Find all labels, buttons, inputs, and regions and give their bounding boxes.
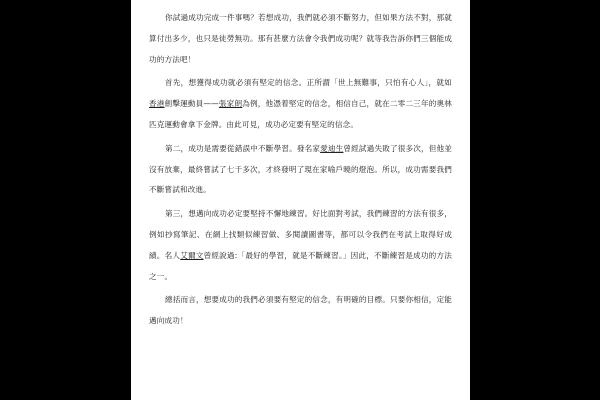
second-point-text-b: 曾經試過失敗了很多次，但他並沒有放棄，最終嘗試了七千多次，才終發明了現在家喻戶曉的燈泡。所以，成功需要我們不斷嘗試和改進。 [149, 143, 453, 195]
paragraph-intro [149, 8, 452, 70]
first-point-text-c: 為例，他憑着堅定的信念，相信自己，就在二零二三年的奧林匹克運動會拿下金牌。由此可見，成功必定要有堅定的信念。 [149, 99, 452, 129]
person-name-alvin: 艾爾文 [180, 250, 204, 260]
person-name-edison: 愛迪生 [320, 143, 344, 153]
document-page [131, 0, 470, 400]
conclusion-text: 總括而言，想要成功的我們必須要有堅定的信念，有明確的目標。只要你相信，定能邁向成功！ [149, 295, 452, 326]
third-point-text-b: 曾經說過:「最好的學習，就是不斷練習。」因此，不斷練習是成功的方法之一。 [149, 250, 452, 281]
person-name-cheung-ka-long: 張家朗 [218, 99, 243, 109]
paragraph-third-point [149, 204, 452, 287]
paragraph-conclusion [149, 290, 452, 332]
first-point-text-a: 首先，想獲得成功就必須有堅定的信念。正所謂「世上無難事，只怕有心人」，就如 [164, 78, 452, 88]
paragraph-first-point [149, 73, 452, 135]
third-point-text-a: 第三，想邁向成功必定要堅持不懈地練習。好比面對考試，我們練習的方法有很多，例如抄寫筆記、在網上找類似練習做、多閱讀圖書等，都可以令我們在考試上取得好成績。名人 [149, 209, 452, 260]
intro-text: 你試過成功完成一件事嗎？若想成功，我們就必須不斷努力，但如果方法不對，那就算付出多少，也只是徒勞無功。那有甚麼方法會令我們成功呢？就等我告訴你們三個能成功的方法吧！ [149, 13, 452, 64]
place-name-hong-kong: 香港 [149, 99, 165, 109]
second-point-text-a: 第二，成功是需要從錯誤中不斷學習。發名家 [164, 143, 321, 153]
paragraph-second-point [149, 139, 452, 201]
essay-body [149, 8, 452, 335]
first-point-text-b: 劍擊運動員—— [164, 99, 219, 109]
